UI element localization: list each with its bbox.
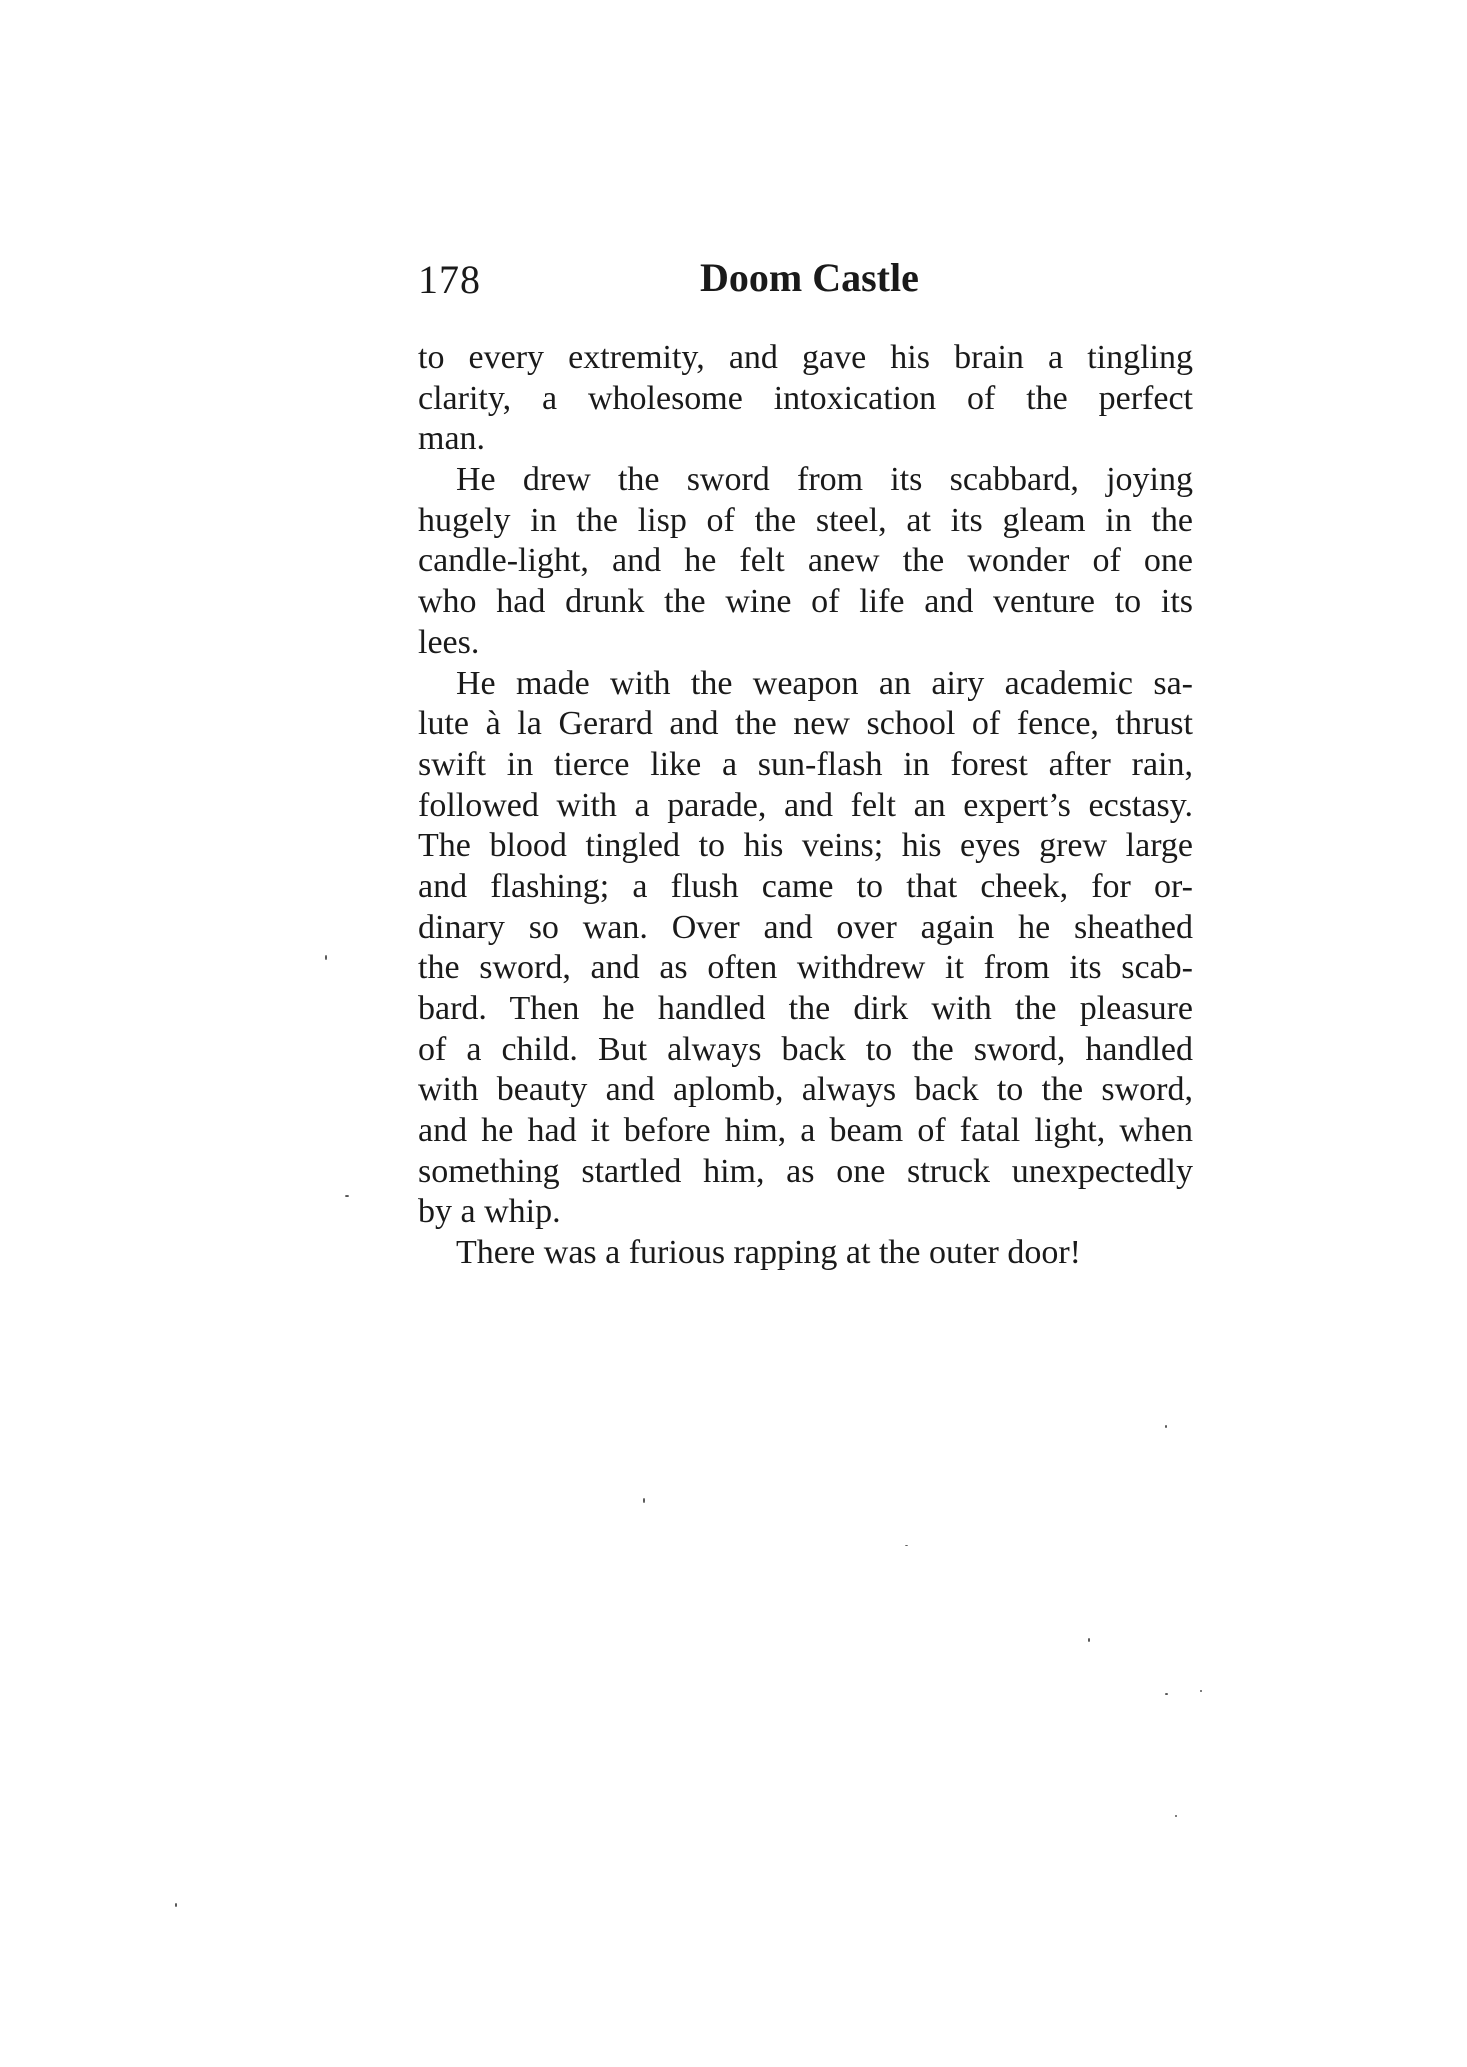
text-line: bard. Then he handled the dirk with the pleasure bbox=[418, 990, 1193, 1027]
scan-speck bbox=[1175, 1815, 1177, 1817]
scan-speck bbox=[325, 955, 327, 960]
page-number: 178 bbox=[418, 257, 481, 302]
text-line: hugely in the lisp of the steel, at its gleam in the bbox=[418, 501, 1193, 539]
text-line: and he had it before him, a beam of fatal light, when bbox=[418, 1112, 1193, 1150]
scan-speck bbox=[175, 1903, 177, 1907]
text-line: the sword, and as often withdrew it from its scab- bbox=[418, 949, 1193, 987]
page-header bbox=[418, 256, 1193, 316]
scan-speck bbox=[1165, 1693, 1168, 1695]
text-line: dinary so wan. Over and over again he sheathed bbox=[418, 908, 1193, 946]
scan-speck bbox=[1088, 1638, 1090, 1642]
text-line: who had drunk the wine of life and venture to its bbox=[418, 583, 1193, 621]
scan-speck bbox=[643, 1498, 645, 1503]
scan-speck bbox=[345, 1195, 349, 1197]
text-line: by a whip. bbox=[418, 1193, 561, 1231]
text-line: followed with a parade, and felt an expert’s ecstasy. bbox=[418, 786, 1193, 824]
text-line: and flashing; a flush came to that cheek, for or- bbox=[418, 867, 1193, 905]
text-line: lute à la Gerard and the new school of fence, thrust bbox=[418, 705, 1193, 743]
text-line: man. bbox=[418, 420, 486, 458]
scan-speck bbox=[1200, 1690, 1202, 1692]
text-line: The blood tingled to his veins; his eyes grew large bbox=[418, 827, 1193, 865]
body-text bbox=[418, 338, 1193, 1274]
text-line: to every extremity, and gave his brain a tingling bbox=[418, 339, 1193, 376]
text-line: lees. bbox=[418, 623, 480, 661]
text-line: with beauty and aplomb, always back to the sword, bbox=[418, 1071, 1193, 1109]
text-line: He made with the weapon an airy academic sa- bbox=[456, 664, 1193, 702]
text-line: something startled him, as one struck unexpectedly bbox=[418, 1152, 1193, 1190]
text-line: candle-light, and he felt anew the wonder of one bbox=[418, 542, 1193, 580]
text-line: He drew the sword from its scabbard, joying bbox=[456, 461, 1193, 499]
text-line: clarity, a wholesome intoxication of the perfect bbox=[418, 379, 1193, 417]
scan-speck bbox=[905, 1545, 908, 1546]
text-line: of a child. But always back to the sword, handled bbox=[418, 1030, 1193, 1068]
scan-speck bbox=[1165, 1425, 1167, 1428]
running-title: Doom Castle bbox=[700, 255, 919, 300]
text-line: swift in tierce like a sun-flash in forest after rain, bbox=[418, 745, 1193, 783]
text-line: There was a furious rapping at the outer door! bbox=[456, 1234, 1081, 1272]
